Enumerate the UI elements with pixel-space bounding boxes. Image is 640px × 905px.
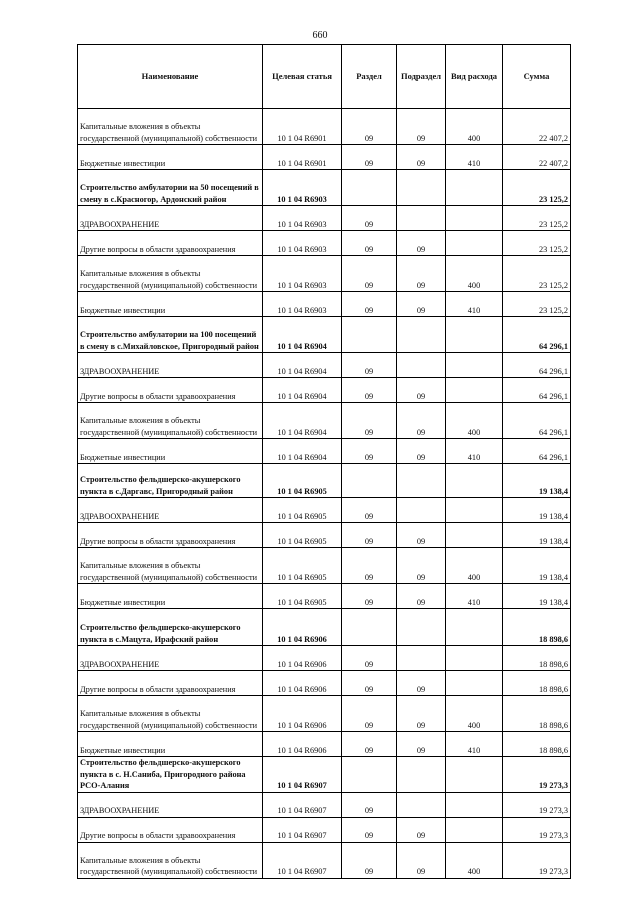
cell-podrazdel: 09 xyxy=(397,231,446,256)
cell-name: Другие вопросы в области здравоохранения xyxy=(78,671,263,696)
cell-target: 10 1 04 R6903 xyxy=(263,256,342,292)
cell-target: 10 1 04 R6905 xyxy=(263,464,342,498)
table-row xyxy=(78,292,571,317)
cell-sum: 18 898,6 xyxy=(503,671,571,696)
cell-target: 10 1 04 R6904 xyxy=(263,317,342,353)
cell-razdel: 09 xyxy=(342,696,397,732)
cell-name: Бюджетные инвестиции xyxy=(78,292,263,317)
table-row xyxy=(78,256,571,292)
cell-target: 10 1 04 R6904 xyxy=(263,353,342,378)
cell-name: Бюджетные инвестиции xyxy=(78,439,263,464)
cell-sum: 23 125,2 xyxy=(503,256,571,292)
cell-sum: 18 898,6 xyxy=(503,646,571,671)
cell-razdel xyxy=(342,757,397,793)
cell-razdel: 09 xyxy=(342,548,397,584)
cell-vid: 410 xyxy=(446,292,503,317)
cell-razdel: 09 xyxy=(342,353,397,378)
cell-podrazdel: 09 xyxy=(397,696,446,732)
cell-razdel: 09 xyxy=(342,378,397,403)
cell-razdel: 09 xyxy=(342,231,397,256)
header-target: Целевая статья xyxy=(263,45,342,109)
table-body xyxy=(78,109,571,879)
cell-vid: 400 xyxy=(446,256,503,292)
cell-name: Бюджетные инвестиции xyxy=(78,732,263,757)
cell-sum: 18 898,6 xyxy=(503,609,571,646)
cell-name: Другие вопросы в области здравоохранения xyxy=(78,817,263,842)
cell-sum: 19 138,4 xyxy=(503,548,571,584)
header-razdel: Раздел xyxy=(342,45,397,109)
cell-name: Капитальные вложения в объекты государственной (муниципальной) собственности xyxy=(78,256,263,292)
table-row xyxy=(78,523,571,548)
cell-sum: 19 138,4 xyxy=(503,464,571,498)
header-vid: Вид расхода xyxy=(446,45,503,109)
cell-name: Строительство фельдшерско-акушерского пункта в с.Даргавс, Пригородный район xyxy=(78,464,263,498)
table-header-row xyxy=(78,45,571,109)
cell-vid xyxy=(446,609,503,646)
cell-name: Другие вопросы в области здравоохранения xyxy=(78,231,263,256)
cell-sum: 18 898,6 xyxy=(503,732,571,757)
cell-name: Другие вопросы в области здравоохранения xyxy=(78,378,263,403)
table-row xyxy=(78,353,571,378)
cell-target: 10 1 04 R6903 xyxy=(263,170,342,206)
cell-vid xyxy=(446,378,503,403)
cell-sum: 23 125,2 xyxy=(503,231,571,256)
cell-vid xyxy=(446,498,503,523)
cell-sum: 19 273,3 xyxy=(503,792,571,817)
cell-target: 10 1 04 R6906 xyxy=(263,696,342,732)
table-row xyxy=(78,498,571,523)
cell-razdel: 09 xyxy=(342,439,397,464)
cell-razdel xyxy=(342,609,397,646)
table-row xyxy=(78,842,571,878)
cell-razdel: 09 xyxy=(342,403,397,439)
cell-vid xyxy=(446,464,503,498)
cell-sum: 19 273,3 xyxy=(503,757,571,793)
cell-vid: 400 xyxy=(446,548,503,584)
cell-vid xyxy=(446,206,503,231)
cell-name: ЗДРАВООХРАНЕНИЕ xyxy=(78,646,263,671)
cell-podrazdel: 09 xyxy=(397,732,446,757)
budget-table xyxy=(77,44,571,879)
table-row xyxy=(78,757,571,793)
cell-name: ЗДРАВООХРАНЕНИЕ xyxy=(78,353,263,378)
header-podrazdel: Подраздел xyxy=(397,45,446,109)
cell-target: 10 1 04 R6907 xyxy=(263,842,342,878)
header-sum: Сумма xyxy=(503,45,571,109)
table-row xyxy=(78,403,571,439)
cell-podrazdel xyxy=(397,206,446,231)
cell-name: ЗДРАВООХРАНЕНИЕ xyxy=(78,206,263,231)
cell-sum: 19 138,4 xyxy=(503,584,571,609)
cell-sum: 19 138,4 xyxy=(503,498,571,523)
cell-vid xyxy=(446,757,503,793)
cell-vid: 400 xyxy=(446,696,503,732)
cell-vid: 400 xyxy=(446,842,503,878)
cell-sum: 19 273,3 xyxy=(503,817,571,842)
cell-razdel: 09 xyxy=(342,523,397,548)
cell-sum: 64 296,1 xyxy=(503,439,571,464)
cell-razdel: 09 xyxy=(342,498,397,523)
cell-razdel: 09 xyxy=(342,817,397,842)
table-row xyxy=(78,206,571,231)
cell-podrazdel xyxy=(397,757,446,793)
cell-name: Капитальные вложения в объекты государственной (муниципальной) собственности xyxy=(78,696,263,732)
cell-sum: 22 407,2 xyxy=(503,145,571,170)
cell-name: ЗДРАВООХРАНЕНИЕ xyxy=(78,498,263,523)
cell-vid: 400 xyxy=(446,403,503,439)
cell-podrazdel xyxy=(397,646,446,671)
cell-razdel: 09 xyxy=(342,792,397,817)
cell-podrazdel: 09 xyxy=(397,256,446,292)
table-row xyxy=(78,584,571,609)
cell-razdel: 09 xyxy=(342,109,397,145)
cell-razdel: 09 xyxy=(342,671,397,696)
cell-razdel: 09 xyxy=(342,584,397,609)
cell-sum: 64 296,1 xyxy=(503,378,571,403)
cell-podrazdel: 09 xyxy=(397,671,446,696)
header-name: Наименование xyxy=(78,45,263,109)
cell-target: 10 1 04 R6906 xyxy=(263,646,342,671)
cell-vid xyxy=(446,170,503,206)
cell-target: 10 1 04 R6905 xyxy=(263,498,342,523)
cell-podrazdel: 09 xyxy=(397,403,446,439)
cell-target: 10 1 04 R6906 xyxy=(263,609,342,646)
cell-target: 10 1 04 R6904 xyxy=(263,403,342,439)
cell-podrazdel xyxy=(397,609,446,646)
cell-podrazdel: 09 xyxy=(397,523,446,548)
cell-razdel: 09 xyxy=(342,732,397,757)
table-row xyxy=(78,170,571,206)
cell-name: Капитальные вложения в объекты государственной (муниципальной) собственности xyxy=(78,842,263,878)
table-row xyxy=(78,671,571,696)
table-row xyxy=(78,696,571,732)
cell-podrazdel: 09 xyxy=(397,584,446,609)
cell-vid: 410 xyxy=(446,732,503,757)
cell-sum: 64 296,1 xyxy=(503,403,571,439)
table-row xyxy=(78,609,571,646)
cell-vid xyxy=(446,317,503,353)
cell-sum: 23 125,2 xyxy=(503,292,571,317)
cell-podrazdel xyxy=(397,498,446,523)
table-row xyxy=(78,145,571,170)
cell-target: 10 1 04 R6907 xyxy=(263,817,342,842)
cell-sum: 23 125,2 xyxy=(503,170,571,206)
cell-target: 10 1 04 R6905 xyxy=(263,523,342,548)
cell-razdel xyxy=(342,464,397,498)
cell-target: 10 1 04 R6905 xyxy=(263,584,342,609)
cell-podrazdel: 09 xyxy=(397,439,446,464)
cell-vid: 410 xyxy=(446,145,503,170)
cell-podrazdel xyxy=(397,317,446,353)
cell-razdel: 09 xyxy=(342,646,397,671)
table-row xyxy=(78,378,571,403)
cell-podrazdel xyxy=(397,464,446,498)
cell-vid xyxy=(446,353,503,378)
cell-razdel: 09 xyxy=(342,206,397,231)
cell-podrazdel: 09 xyxy=(397,842,446,878)
cell-target: 10 1 04 R6906 xyxy=(263,732,342,757)
table-row xyxy=(78,732,571,757)
cell-target: 10 1 04 R6903 xyxy=(263,231,342,256)
cell-name: Строительство фельдшерско-акушерского пункта в с. Н.Саниба, Пригородного района РСО-Алания xyxy=(78,757,263,793)
cell-podrazdel xyxy=(397,353,446,378)
cell-vid xyxy=(446,792,503,817)
cell-podrazdel xyxy=(397,792,446,817)
cell-target: 10 1 04 R6904 xyxy=(263,439,342,464)
cell-sum: 64 296,1 xyxy=(503,317,571,353)
cell-sum: 19 138,4 xyxy=(503,523,571,548)
cell-vid: 410 xyxy=(446,439,503,464)
table-row xyxy=(78,231,571,256)
cell-name: Строительство фельдшерско-акушерского пункта в с.Мацута, Ирафский район xyxy=(78,609,263,646)
cell-sum: 22 407,2 xyxy=(503,109,571,145)
cell-podrazdel: 09 xyxy=(397,548,446,584)
cell-name: ЗДРАВООХРАНЕНИЕ xyxy=(78,792,263,817)
table-row xyxy=(78,646,571,671)
cell-vid: 410 xyxy=(446,584,503,609)
cell-podrazdel: 09 xyxy=(397,378,446,403)
cell-podrazdel xyxy=(397,170,446,206)
cell-name: Капитальные вложения в объекты государственной (муниципальной) собственности xyxy=(78,109,263,145)
cell-razdel: 09 xyxy=(342,292,397,317)
cell-razdel: 09 xyxy=(342,256,397,292)
table-row xyxy=(78,439,571,464)
cell-target: 10 1 04 R6906 xyxy=(263,671,342,696)
cell-target: 10 1 04 R6903 xyxy=(263,292,342,317)
cell-target: 10 1 04 R6905 xyxy=(263,548,342,584)
cell-target: 10 1 04 R6901 xyxy=(263,145,342,170)
cell-razdel xyxy=(342,317,397,353)
cell-target: 10 1 04 R6903 xyxy=(263,206,342,231)
cell-name: Бюджетные инвестиции xyxy=(78,584,263,609)
table-row xyxy=(78,792,571,817)
cell-sum: 19 273,3 xyxy=(503,842,571,878)
cell-vid xyxy=(446,671,503,696)
cell-name: Капитальные вложения в объекты государственной (муниципальной) собственности xyxy=(78,548,263,584)
cell-podrazdel: 09 xyxy=(397,817,446,842)
table-row xyxy=(78,317,571,353)
cell-vid xyxy=(446,817,503,842)
cell-vid xyxy=(446,646,503,671)
cell-sum: 18 898,6 xyxy=(503,696,571,732)
cell-target: 10 1 04 R6907 xyxy=(263,792,342,817)
cell-sum: 23 125,2 xyxy=(503,206,571,231)
cell-podrazdel: 09 xyxy=(397,145,446,170)
table-row xyxy=(78,464,571,498)
cell-sum: 64 296,1 xyxy=(503,353,571,378)
table-row xyxy=(78,109,571,145)
page-number: 660 xyxy=(312,30,328,41)
cell-vid: 400 xyxy=(446,109,503,145)
cell-vid xyxy=(446,523,503,548)
cell-target: 10 1 04 R6907 xyxy=(263,757,342,793)
table-row xyxy=(78,817,571,842)
cell-podrazdel: 09 xyxy=(397,292,446,317)
cell-name: Капитальные вложения в объекты государственной (муниципальной) собственности xyxy=(78,403,263,439)
cell-name: Строительство амбулатории на 100 посещений в смену в с.Михайловское, Пригородный район xyxy=(78,317,263,353)
table-row xyxy=(78,548,571,584)
cell-razdel xyxy=(342,170,397,206)
cell-target: 10 1 04 R6904 xyxy=(263,378,342,403)
cell-name: Строительство амбулатории на 50 посещений в смену в с.Красногор, Ардонский район xyxy=(78,170,263,206)
cell-razdel: 09 xyxy=(342,145,397,170)
cell-name: Другие вопросы в области здравоохранения xyxy=(78,523,263,548)
cell-vid xyxy=(446,231,503,256)
cell-target: 10 1 04 R6901 xyxy=(263,109,342,145)
cell-podrazdel: 09 xyxy=(397,109,446,145)
cell-razdel: 09 xyxy=(342,842,397,878)
cell-name: Бюджетные инвестиции xyxy=(78,145,263,170)
